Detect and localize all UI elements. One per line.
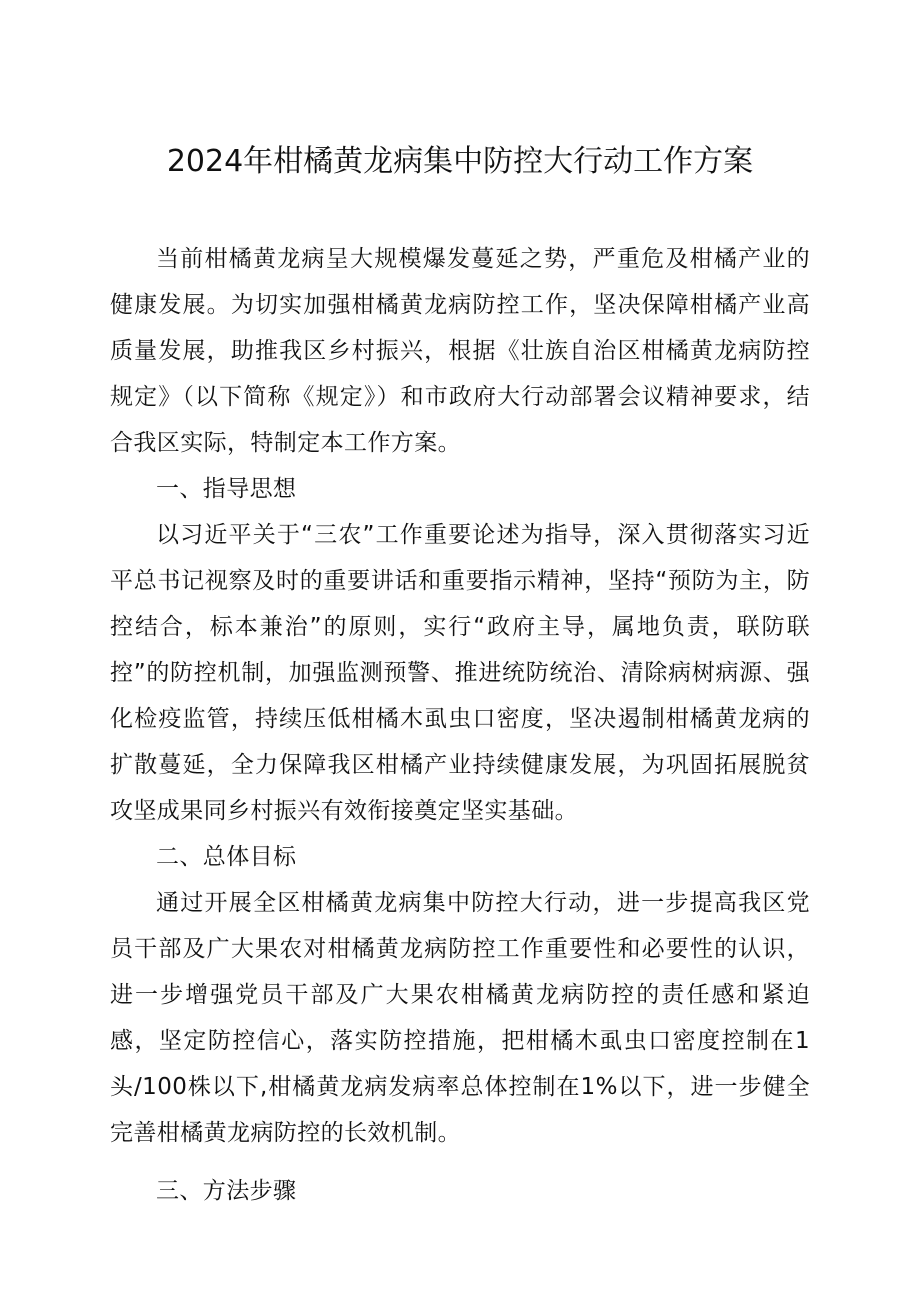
intro-paragraph: 当前柑橘黄龙病呈大规模爆发蔓延之势，严重危及柑橘产业的健康发展。为切实加强柑橘黄龙病防控工作，坚决保障柑橘产业高质量发展，助推我区乡村振兴，根据《壮族自治区柑橘黄龙病防控规定》（以下简称《规定》）和市政府大行动部署会议精神要求，结合我区实际，特制定本工作方案。 <box>110 246 810 456</box>
section-heading-methods-steps: 三、方法步骤 <box>156 1178 297 1204</box>
guiding-ideology-paragraph: 以习近平关于“三农”工作重要论述为指导，深入贯彻落实习近平总书记视察及时的重要讲话和重要指示精神，坚持“预防为主，防控结合，标本兼治”的原则，实行“政府主导，属地负责，联防联控”的防控机制，加强监测预警、推进统防统治、清除病树病源、强化检疫监管，持续压低柑橘木虱虫口密度，坚决遏制柑橘黄龙病的扩散蔓延，全力保障我区柑橘产业持续健康发展，为巩固拓展脱贫攻坚成果同乡村振兴有效衔接奠定坚实基础。 <box>110 522 810 824</box>
section-heading-guiding-ideology: 一、指导思想 <box>156 476 297 502</box>
section-heading-overall-goals: 二、总体目标 <box>156 844 297 870</box>
overall-goals-paragraph: 通过开展全区柑橘黄龙病集中防控大行动，进一步提高我区党员干部及广大果农对柑橘黄龙病防控工作重要性和必要性的认识，进一步增强党员干部及广大果农柑橘黄龙病防控的责任感和紧迫感，坚定防控信心，落实防控措施，把柑橘木虱虫口密度控制在1头/100株以下,柑橘黄龙病发病率总体控制在1%以下，进一步健全完善柑橘黄龙病防控的长效机制。 <box>110 890 810 1146</box>
document-title: 2024年柑橘黄龙病集中防控大行动工作方案 <box>166 144 754 179</box>
document-body <box>110 236 810 1214</box>
